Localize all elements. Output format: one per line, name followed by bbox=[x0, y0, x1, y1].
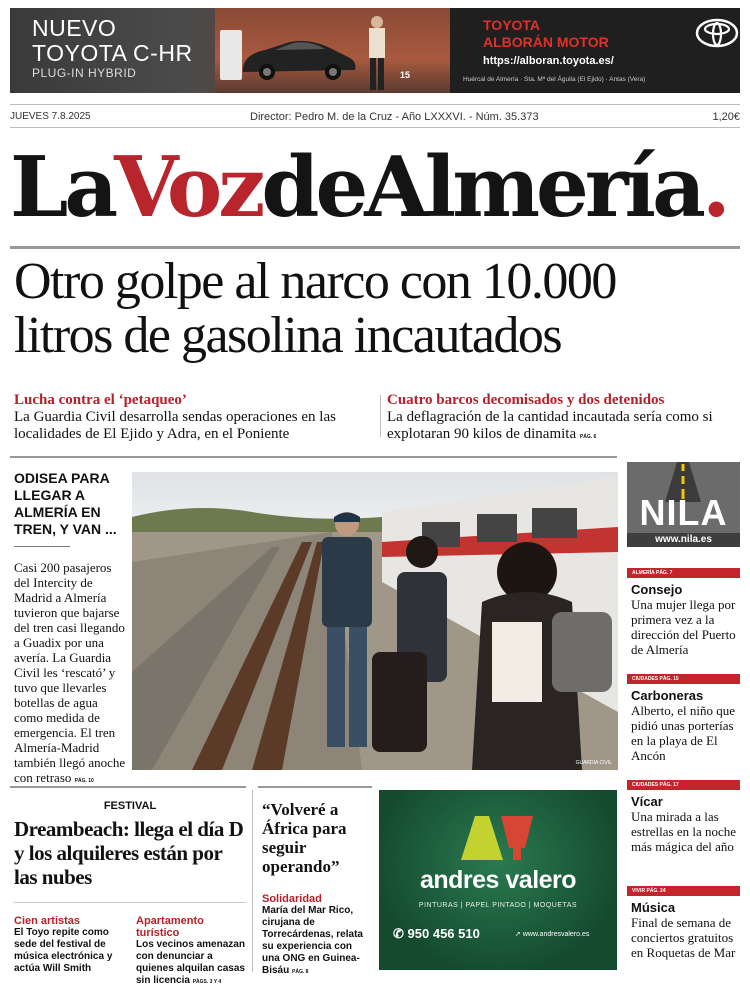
sidebar-section-label: CIUDADES PÁG. 17 bbox=[627, 780, 740, 790]
festival-right-kicker: Apartamento turístico bbox=[136, 915, 204, 939]
main-right-sub: La deflagración de la cantidad incautada sería como si explotaran 90 kilos de dinamita bbox=[387, 409, 713, 442]
nila-url[interactable]: www.nila.es bbox=[627, 533, 740, 547]
section-rule bbox=[10, 456, 617, 458]
ad-model-text bbox=[32, 16, 193, 80]
issue-price: 1,20€ bbox=[712, 111, 740, 123]
andres-valero-phone-number: 950 456 510 bbox=[407, 926, 480, 941]
sidebar-title: Consejo bbox=[631, 582, 683, 597]
ad-photo-area bbox=[10, 8, 450, 93]
main-right-page: PÁG. 6 bbox=[579, 434, 597, 440]
sidebar-text: Final de semana de conciertos gratuitos en Roquetas de Mar bbox=[631, 915, 736, 960]
sidebar-item-musica[interactable] bbox=[627, 886, 740, 960]
masthead-part3: de bbox=[261, 138, 365, 236]
main-headline[interactable] bbox=[14, 255, 744, 363]
car-icon bbox=[235, 34, 360, 82]
sidebar-title: Música bbox=[631, 900, 676, 915]
sidebar-item-carboneras[interactable] bbox=[627, 674, 740, 763]
quote-block[interactable] bbox=[262, 893, 372, 978]
bottom-rule-left bbox=[10, 786, 246, 788]
sidebar-item-vicar[interactable] bbox=[627, 780, 740, 854]
andres-valero-ad[interactable] bbox=[379, 790, 617, 970]
festival-title[interactable]: Dreambeach: llega el día D y los alquileres están por las nubes bbox=[14, 817, 244, 889]
sidebar-section-label: CIUDADES PÁG. 15 bbox=[627, 674, 740, 684]
masthead-logo[interactable] bbox=[10, 140, 740, 235]
main-left-sub: La Guardia Civil desarrolla sendas operaciones en las localidades de El Ejido y Adra, en el Poniente bbox=[14, 409, 336, 442]
andres-valero-tagline: PINTURAS | PAPEL PINTADO | MOQUETAS bbox=[418, 902, 578, 909]
sidebar-text: Una mirada a las estrellas en la noche más mágica del año bbox=[631, 809, 737, 854]
main-right-block[interactable] bbox=[387, 392, 732, 446]
main-left-kicker: Lucha contra el ‘petaqueo’ bbox=[14, 392, 187, 408]
festival-right-text: Los vecinos amenazan con denunciar a quienes alquilan casas sin licencia bbox=[136, 939, 245, 986]
odisea-text bbox=[14, 560, 126, 789]
main-divider bbox=[380, 395, 381, 437]
festival-label: FESTIVAL bbox=[103, 800, 157, 812]
bottom-rule-mid bbox=[258, 786, 372, 788]
odisea-body: Casi 200 pasajeros del Intercity de Madrid a Almería tuvieron que bajarse del tren casi llegando a Guadix por una avería. La Guardia Civil les ‘rescató’ y tuvo que llevarles botellas de agua como medida de emergencia. El tren Almería-Madrid también llegó anoche con retraso bbox=[14, 560, 126, 785]
ad-model-line1: NUEVO bbox=[32, 15, 117, 41]
masthead-part4: Almería bbox=[364, 138, 702, 236]
main-left-block[interactable] bbox=[14, 392, 374, 443]
odisea-title[interactable]: ODISEA PARA LLEGAR A ALMERÍA EN TREN, Y VAN ... bbox=[14, 470, 117, 537]
person-icon bbox=[362, 14, 392, 92]
masthead-part2: Voz bbox=[114, 138, 262, 236]
festival-left-kicker: Cien artistas bbox=[14, 915, 81, 927]
ad-brand-line1: TOYOTA bbox=[483, 17, 541, 33]
masthead-part1: La bbox=[10, 138, 115, 236]
andres-valero-name: andres valero bbox=[419, 866, 577, 894]
train-scene-image bbox=[132, 472, 618, 770]
ad-url[interactable]: https://alboran.toyota.es/ bbox=[483, 55, 614, 67]
ad-dealer-area bbox=[450, 8, 740, 93]
ad-badge-number: 15 bbox=[400, 70, 411, 80]
festival-rule bbox=[14, 902, 246, 903]
train-passengers-photo[interactable] bbox=[132, 472, 618, 770]
odisea-rule bbox=[14, 546, 70, 547]
quote-headline[interactable]: “Volveré a África para seguir operando” bbox=[262, 800, 347, 876]
main-headline-line2: litros de gasolina incautados bbox=[14, 307, 562, 364]
issue-info: Director: Pedro M. de la Cruz - Año LXXXVI. - Núm. 35.373 bbox=[250, 111, 539, 123]
odisea-page: PÁG. 10 bbox=[74, 778, 94, 784]
festival-right-block[interactable] bbox=[136, 915, 248, 988]
festival-left-block[interactable] bbox=[14, 915, 126, 975]
photo-credit: GUARDIA CIVIL bbox=[575, 760, 612, 766]
ad-brand-line2: ALBORÁN MOTOR bbox=[483, 34, 609, 50]
sidebar-item-consejo[interactable] bbox=[627, 568, 740, 657]
ad-locations: Huércal de Almería · Sta. Mª del Águila (El Ejido) · Antas (Vera) bbox=[463, 76, 646, 83]
sidebar-title: Vícar bbox=[631, 794, 663, 809]
main-headline-line1: Otro golpe al narco con 10.000 bbox=[14, 253, 616, 310]
toyota-logo-icon bbox=[695, 18, 739, 48]
quote-text: María del Mar Rico, cirujana de Torrecárdenas, relata su experiencia con una ONG en Guinea-Bisáu bbox=[262, 905, 363, 976]
date-bar bbox=[10, 104, 740, 128]
bottom-divider bbox=[252, 790, 253, 972]
sidebar-text: Una mujer llega por primera vez a la dirección del Puerto de Almería bbox=[631, 597, 736, 657]
phone-icon: ✆ bbox=[393, 926, 404, 941]
festival-right-page: PÁGS. 3 Y 4 bbox=[192, 979, 222, 985]
sidebar-section-label: ALMERÍA PÁG. 7 bbox=[627, 568, 740, 578]
issue-date: JUEVES 7.8.2025 bbox=[10, 111, 91, 122]
quote-page: PÁG. 8 bbox=[292, 969, 309, 975]
sidebar-section-label: VIVIR PÁG. 24 bbox=[627, 886, 740, 896]
andres-valero-phone[interactable] bbox=[393, 926, 480, 942]
paint-brush-logo-icon bbox=[461, 816, 533, 860]
sidebar-title: Carboneras bbox=[631, 688, 704, 703]
ad-model-line3: PLUG-IN HYBRID bbox=[32, 66, 137, 80]
andres-valero-url-text: www.andresvalero.es bbox=[522, 931, 590, 938]
nila-logo: NILA bbox=[639, 492, 728, 533]
festival-left-text: El Toyo repite como sede del festival de música electrónica y actúa Will Smith bbox=[14, 927, 113, 974]
masthead-dot: . bbox=[701, 138, 727, 236]
nila-ad[interactable] bbox=[627, 462, 740, 547]
toyota-ad-banner[interactable] bbox=[10, 8, 740, 93]
main-right-kicker: Cuatro barcos decomisados y dos detenidos bbox=[387, 392, 665, 408]
arrow-icon: ➚ bbox=[515, 931, 521, 938]
sidebar-text: Alberto, el niño que pidió unas porterías en la playa de El Ancón bbox=[631, 703, 735, 763]
ad-model-line2: TOYOTA C-HR bbox=[32, 40, 193, 66]
quote-kicker: Solidaridad bbox=[262, 893, 322, 905]
andres-valero-url[interactable] bbox=[515, 930, 589, 938]
